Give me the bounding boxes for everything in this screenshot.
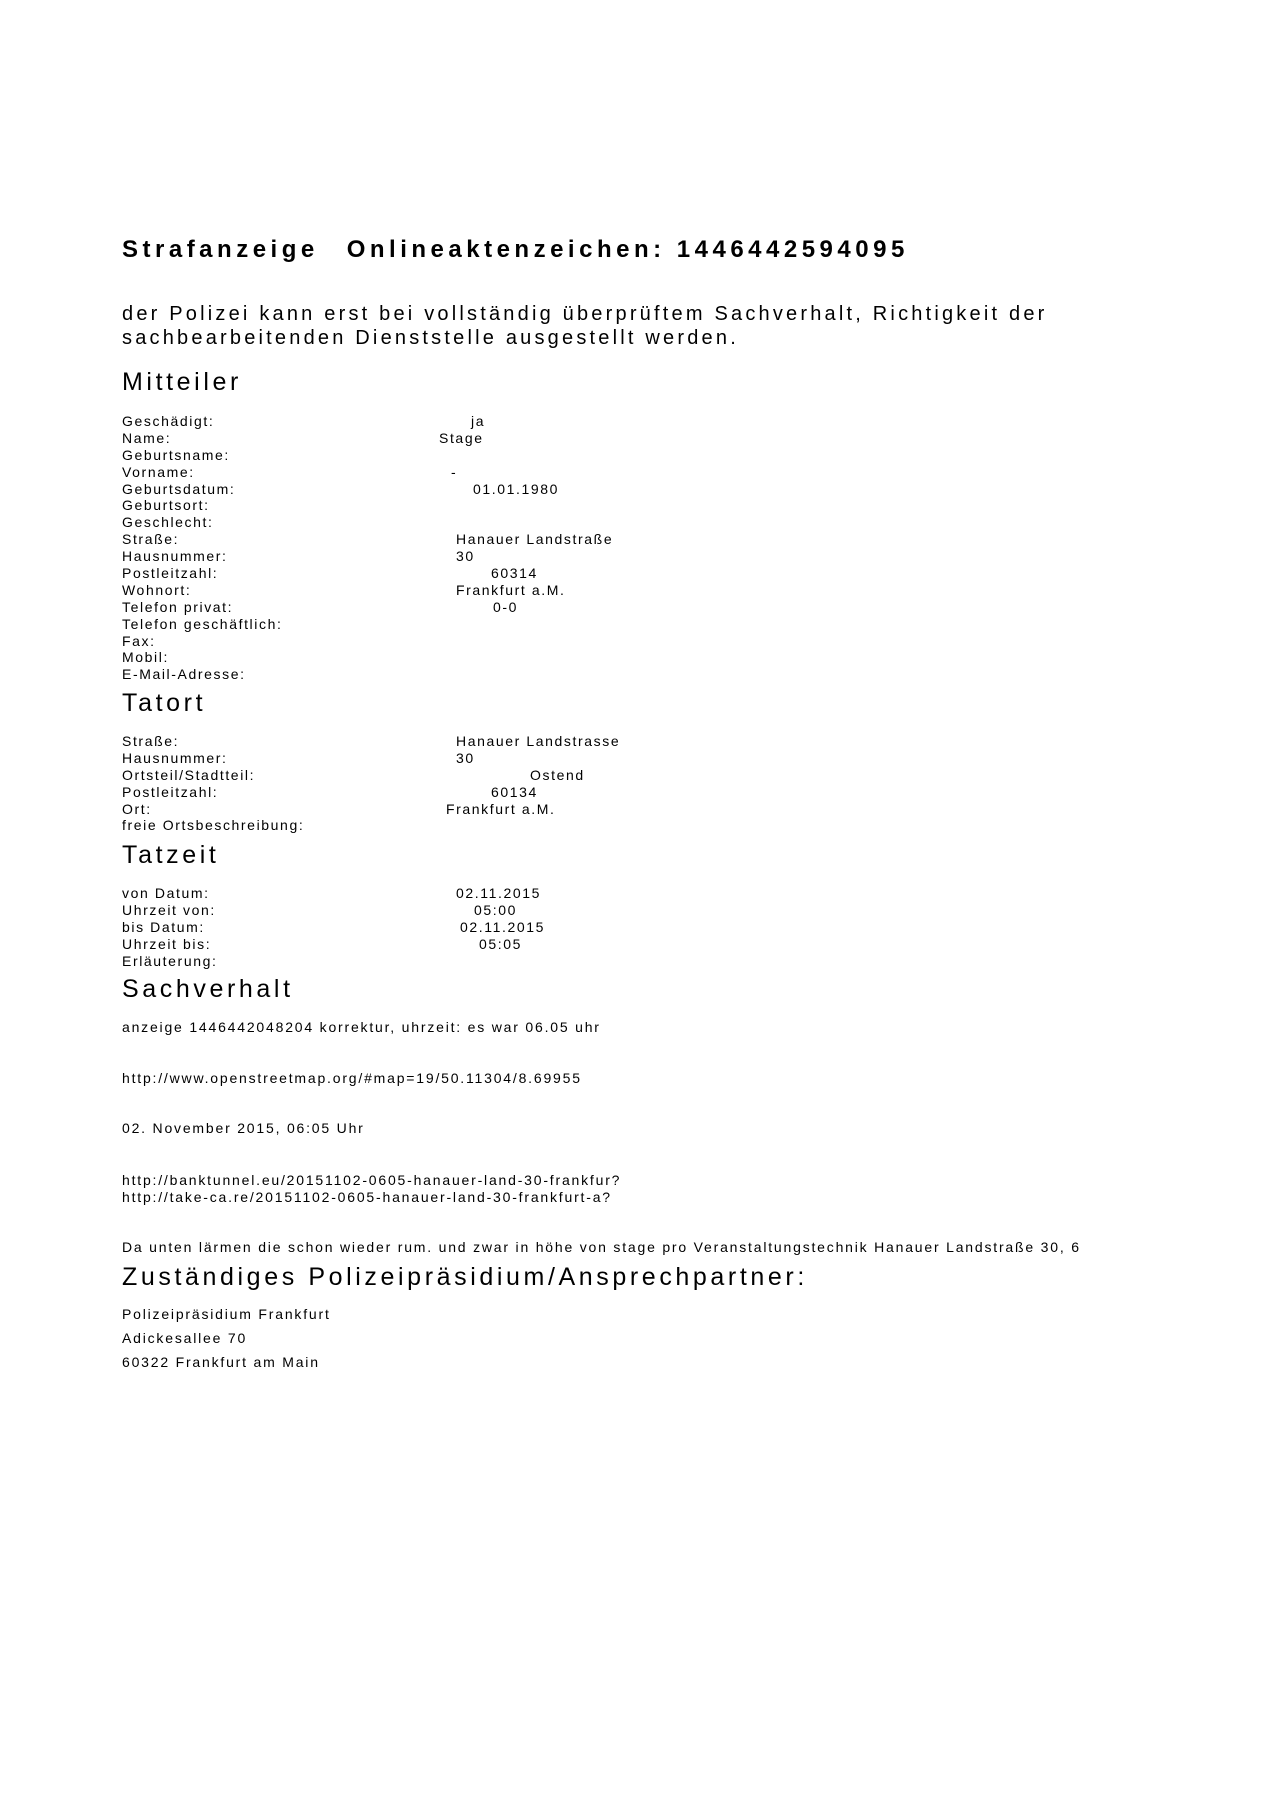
field-label: freie Ortsbeschreibung: — [122, 817, 305, 834]
field-value: - — [451, 463, 458, 480]
field-value: Hanauer Landstrasse — [456, 733, 621, 749]
field-label: Geburtsdatum: — [122, 480, 236, 497]
field-label: Postleitzahl: — [122, 783, 219, 800]
field-label: Erläuterung: — [122, 952, 218, 969]
field-label: Fax: — [122, 632, 156, 649]
field-label: Geschädigt: — [122, 413, 215, 429]
mitteiler-field-row — [122, 514, 1280, 531]
field-value: 02.11.2015 — [460, 918, 546, 935]
mitteiler-field-row — [122, 464, 1280, 481]
section-heading-tatort: Tatort — [122, 689, 207, 717]
field-value: Stage — [439, 429, 484, 446]
tatzeit-field-row — [122, 885, 1280, 902]
mitteiler-field-row — [122, 599, 1280, 616]
sachverhalt-links — [122, 1172, 621, 1205]
police-name: Polizeipräsidium Frankfurt — [122, 1306, 331, 1322]
sachverhalt-link-line: http://banktunnel.eu/20151102-0605-hanauer-land-30-frankfur? — [122, 1172, 622, 1188]
tatort-field-row — [122, 801, 1280, 818]
field-label: Wohnort: — [122, 581, 192, 598]
field-value: Frankfurt a.M. — [456, 581, 566, 598]
field-label: Straße: — [122, 733, 180, 749]
field-value: 30 — [456, 548, 475, 565]
tatzeit-field-row — [122, 919, 1280, 936]
mitteiler-field-row — [122, 666, 1280, 683]
field-label: Mobil: — [122, 649, 169, 666]
field-label: Telefon geschäftlich: — [122, 615, 283, 632]
field-label: E-Mail-Adresse: — [122, 666, 246, 683]
tatort-field-row — [122, 733, 1280, 750]
field-label: Vorname: — [122, 463, 195, 480]
mitteiler-field-row — [122, 447, 1280, 464]
sachverhalt-text: anzeige 1446442048204 korrektur, uhrzeit: es war 06.05 uhr — [122, 1019, 601, 1035]
field-label: Hausnummer: — [122, 548, 228, 565]
tatzeit-fields — [122, 885, 1280, 969]
field-value: 05:00 — [474, 901, 518, 918]
field-label: Uhrzeit bis: — [122, 935, 212, 952]
field-label: Hausnummer: — [122, 749, 228, 766]
field-label: Ortsteil/Stadtteil: — [122, 766, 256, 783]
tatort-field-row — [122, 817, 1280, 834]
tatzeit-field-row — [122, 936, 1280, 953]
mitteiler-field-row — [122, 548, 1280, 565]
intro-text — [122, 302, 1048, 350]
field-value: 30 — [456, 749, 475, 766]
field-label: Geburtsname: — [122, 446, 230, 463]
field-value: Frankfurt a.M. — [446, 800, 556, 817]
section-heading-sachverhalt: Sachverhalt — [122, 975, 294, 1003]
tatort-fields — [122, 733, 1280, 834]
tatzeit-field-row — [122, 953, 1280, 970]
section-heading-zustaendig: Zuständiges Polizeipräsidium/Ansprechpartner: — [122, 1263, 808, 1291]
mitteiler-field-row — [122, 616, 1280, 633]
field-value: 02.11.2015 — [456, 885, 542, 901]
mitteiler-field-row — [122, 582, 1280, 599]
title-label: Strafanzeige — [122, 236, 319, 263]
section-heading-tatzeit: Tatzeit — [122, 841, 220, 869]
mitteiler-field-row — [122, 413, 1280, 430]
section-heading-mitteiler: Mitteiler — [122, 368, 242, 396]
sachverhalt-date: 02. November 2015, 06:05 Uhr — [122, 1120, 365, 1136]
sachverhalt-link: http://www.openstreetmap.org/#map=19/50.11304/8.69955 — [122, 1070, 582, 1086]
mitteiler-field-row — [122, 481, 1280, 498]
document-title — [122, 236, 909, 264]
field-label: bis Datum: — [122, 918, 205, 935]
tatzeit-field-row — [122, 902, 1280, 919]
field-label: Ort: — [122, 800, 152, 817]
field-label: Postleitzahl: — [122, 565, 219, 582]
tatort-field-row — [122, 767, 1280, 784]
mitteiler-field-row — [122, 531, 1280, 548]
field-label: Telefon privat: — [122, 598, 234, 615]
mitteiler-field-row — [122, 430, 1280, 447]
field-label: Geburtsort: — [122, 497, 210, 514]
intro-line: sachbearbeitenden Dienststelle ausgestellt werden. — [122, 327, 739, 349]
tatort-field-row — [122, 784, 1280, 801]
online-reference-number: Onlineaktenzeichen: 1446442594095 — [346, 236, 909, 263]
mitteiler-field-row — [122, 565, 1280, 582]
police-street: Adickesallee 70 — [122, 1330, 248, 1346]
field-value: Ostend — [530, 766, 585, 783]
sachverhalt-link-line: http://take-ca.re/20151102-0605-hanauer-land-30-frankfurt-a? — [122, 1188, 612, 1205]
field-value: ja — [471, 413, 486, 429]
tatort-field-row — [122, 750, 1280, 767]
mitteiler-field-row — [122, 497, 1280, 514]
mitteiler-field-row — [122, 633, 1280, 650]
field-value: 0-0 — [493, 598, 519, 615]
field-label: von Datum: — [122, 885, 210, 901]
sachverhalt-description: Da unten lärmen die schon wieder rum. und zwar in höhe von stage pro Veranstaltungstechnik Hanauer Landstraße 30, 6 — [122, 1239, 1081, 1255]
mitteiler-fields — [122, 413, 1280, 683]
field-label: Name: — [122, 429, 172, 446]
mitteiler-field-row — [122, 649, 1280, 666]
field-label: Uhrzeit von: — [122, 901, 216, 918]
field-value: 60314 — [491, 565, 538, 582]
field-value: 01.01.1980 — [473, 480, 560, 497]
police-city: 60322 Frankfurt am Main — [122, 1354, 320, 1370]
field-value: 05:05 — [479, 935, 523, 952]
field-value: Hanauer Landstraße — [456, 531, 614, 548]
field-label: Geschlecht: — [122, 514, 214, 531]
field-label: Straße: — [122, 531, 180, 548]
field-value: 60134 — [491, 783, 538, 800]
intro-line: der Polizei kann erst bei vollständig überprüftem Sachverhalt, Richtigkeit der — [122, 303, 1048, 325]
